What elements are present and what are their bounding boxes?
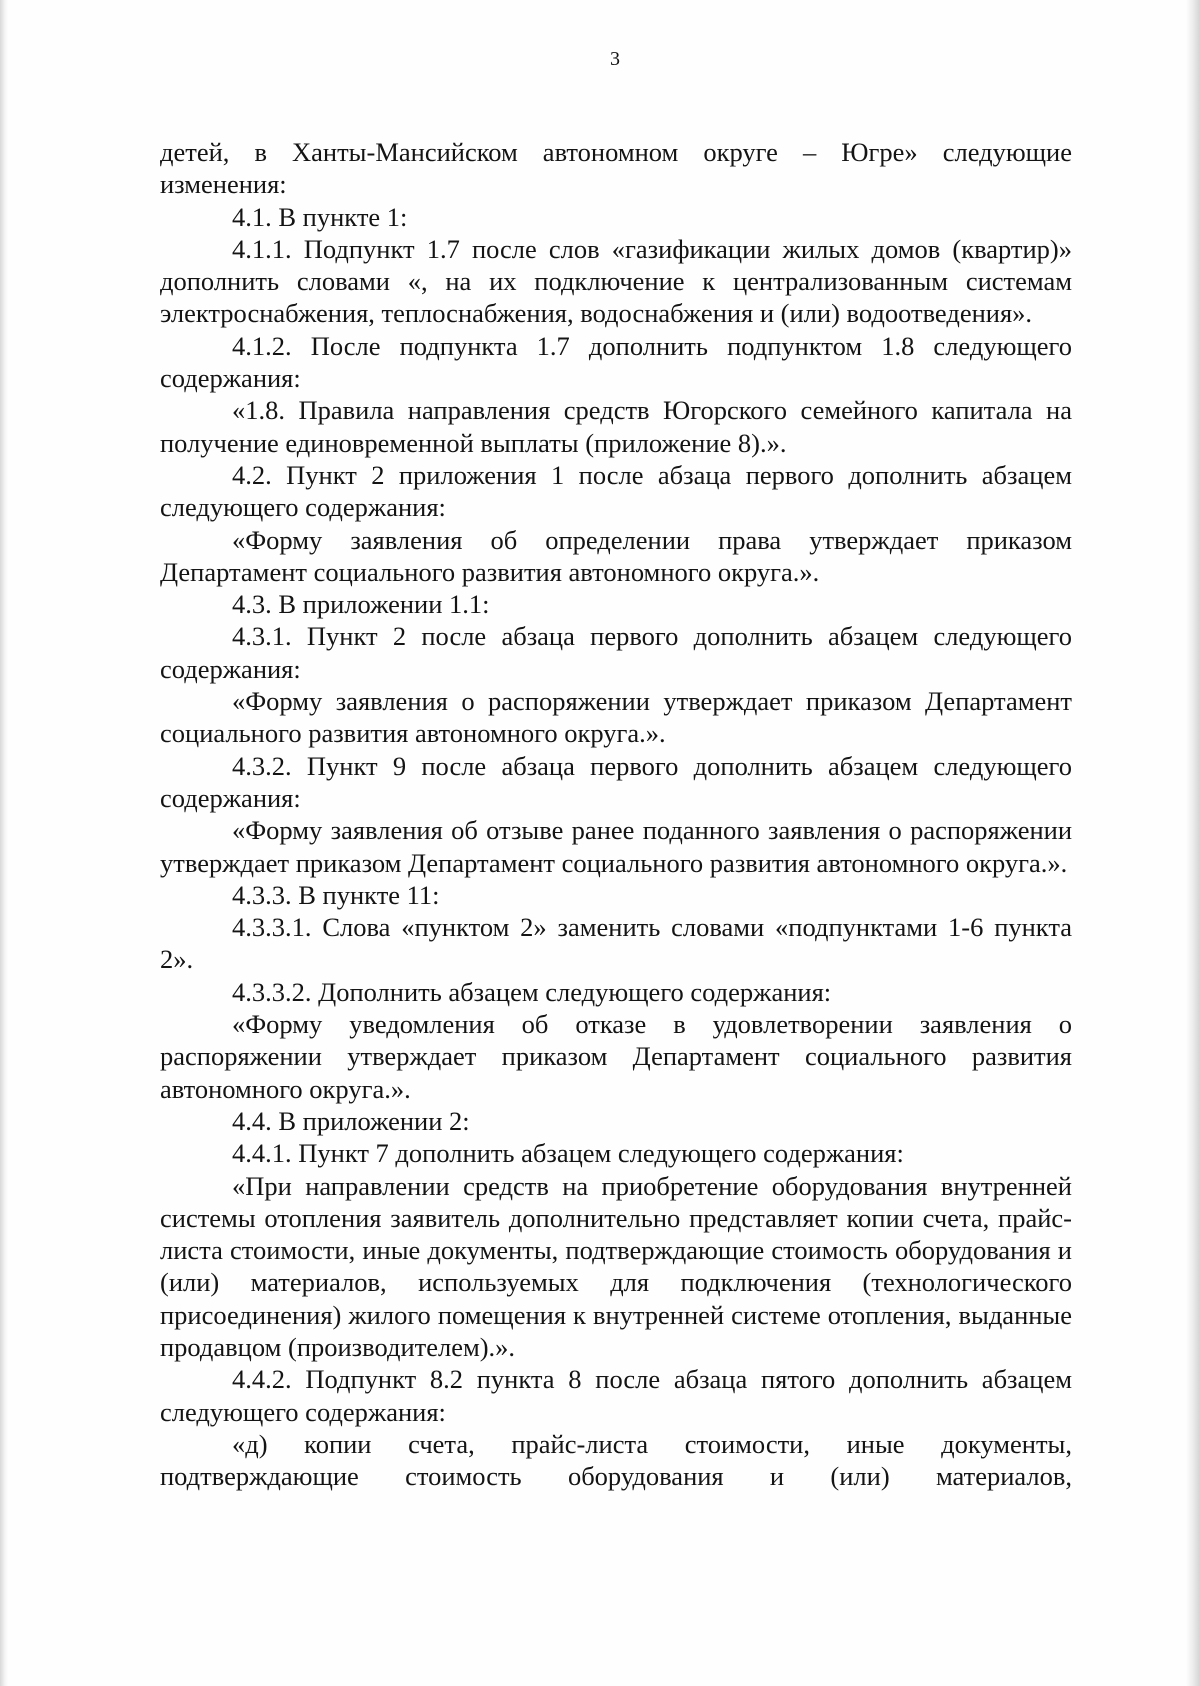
paragraph-9: 4.3.1. Пункт 2 после абзаца первого дополнить абзацем следующего содержания: [160,621,1072,684]
paragraph-14: 4.3.3.1. Слова «пунктом 2» заменить словами «подпунктами 1-6 пункта 2». [160,912,1072,975]
paragraph-17: 4.4. В приложении 2: [232,1105,470,1136]
scan-edge-left [0,0,8,1686]
paragraph-11: 4.3.2. Пункт 9 после абзаца первого дополнить абзацем следующего содержания: [160,750,1072,813]
paragraph-15: 4.3.3.2. Дополнить абзацем следующего содержания: [232,976,832,1007]
paragraph-6: 4.2. Пункт 2 приложения 1 после абзаца первого дополнить абзацем следующего содержания: [160,459,1072,523]
page-number: 3 [610,48,620,70]
paragraph-8: 4.3. В приложении 1.1: [232,589,490,620]
scan-edge-right [1186,0,1200,1686]
paragraph-4: 4.1.2. После подпункта 1.7 дополнить подпунктом 1.8 следующего содержания: [160,330,1072,394]
paragraph-20: 4.4.2. Подпункт 8.2 пункта 8 после абзаца пятого дополнить абзацем следующего содержания: [160,1364,1072,1427]
paragraph-3: 4.1.1. Подпункт 1.7 после слов «газификации жилых домов (квартир)» дополнить словами «, на их подключение к централизованным системам электроснабжения, теплоснабжения, водоснабжения и (или) водоотведения». [160,233,1072,329]
paragraph-21: «д) копии счета, прайс-листа стоимости, иные документы, подтверждающие стоимость оборудования и (или) материалов, [160,1428,1072,1492]
paragraph-12: «Форму заявления об отзыве ранее поданного заявления о распоряжении утверждает приказом Департамент социального развития автономного округа.». [160,815,1072,878]
paragraph-1: детей, в Ханты-Мансийском автономном округе – Югре» следующие изменения: [160,137,1072,200]
paragraph-5: «1.8. Правила направления средств Югорского семейного капитала на получение единовременной выплаты (приложение 8).». [160,395,1072,458]
paragraph-18: 4.4.1. Пункт 7 дополнить абзацем следующего содержания: [232,1138,904,1169]
paragraph-10: «Форму заявления о распоряжении утверждает приказом Департамент социального развития автономного округа.». [160,686,1072,749]
document-body [160,136,1072,1492]
paragraph-13: 4.3.3. В пункте 11: [232,879,440,910]
paragraph-19: «При направлении средств на приобретение оборудования внутренней системы отопления заявитель дополнительно представляет копии счета, прайс-листа стоимости, иные документы, подтверждающие стоимость оборудования и (или) материалов, используемых для подключения (технологического присоединения) жилого помещения к внутренней системе отопления, выданные продавцом (производителем).». [160,1170,1072,1362]
paragraph-2: 4.1. В пункте 1: [232,201,408,232]
paragraph-16: «Форму уведомления об отказе в удовлетворении заявления о распоряжении утверждает приказом Департамент социального развития автономного округа.». [160,1009,1072,1104]
paragraph-7: «Форму заявления об определении права утверждает приказом Департамент социального развития автономного округа.». [160,524,1072,587]
